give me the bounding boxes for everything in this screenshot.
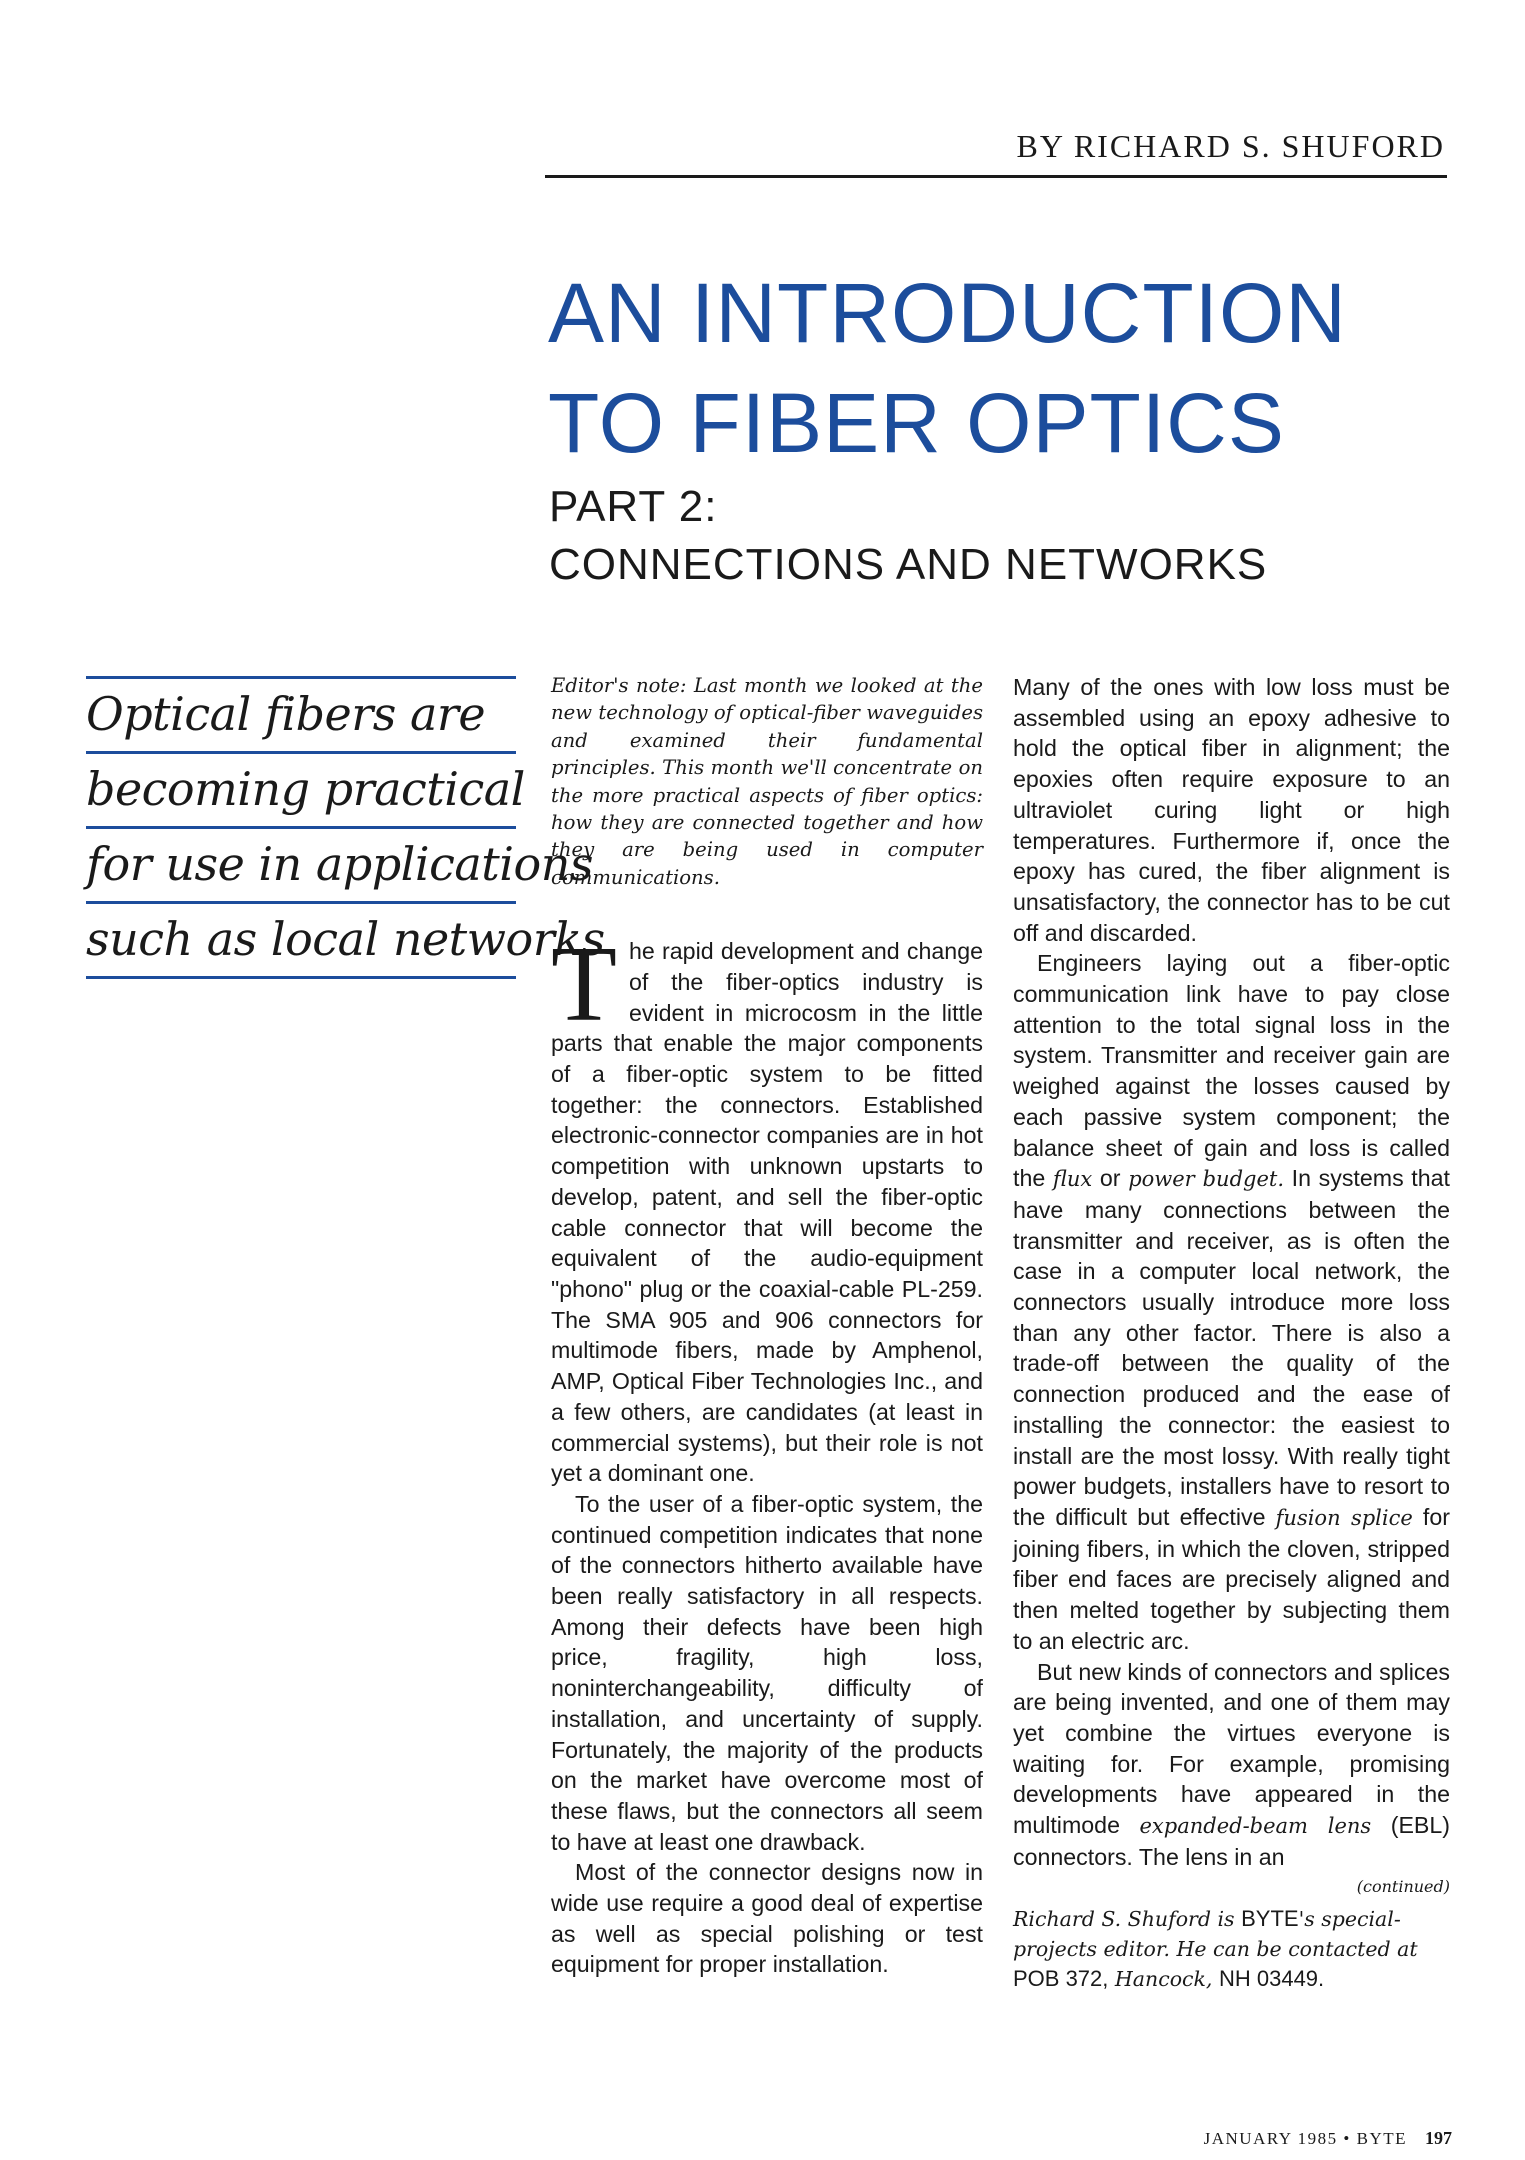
pull-quote-rule	[86, 976, 516, 979]
subtitle-line-2: CONNECTIONS AND NETWORKS	[549, 540, 1268, 589]
paragraph-text: Engineers laying out a fiber-optic communication link have to pay close attention to the total signal loss in the system. Transmitter and receiver gain are weighed against the losses caused by each passive system component; the balance sheet of gain and loss is called the	[1013, 950, 1450, 1192]
title-line-1: AN INTRODUCTION	[548, 266, 1347, 360]
term-fusion-splice: fusion splice	[1275, 1505, 1413, 1530]
term-flux: flux	[1052, 1167, 1093, 1192]
pull-quote-line: Optical fibers are	[86, 687, 486, 741]
bio-text: Richard S. Shuford is	[1013, 1907, 1242, 1932]
title-line-2: TO FIBER OPTICS	[548, 376, 1285, 470]
paragraph-text: But new kinds of connectors and splices are being invented, and one of them may yet combine the virtues everyone is waiting for. For example, promising developments have appeared in the multimode	[1013, 1658, 1450, 1839]
pull-quote-line: for use in applications	[86, 837, 593, 891]
body-paragraph-1	[551, 925, 983, 1489]
article-title	[548, 258, 1508, 478]
term-power-budget: power budget.	[1128, 1167, 1284, 1192]
subtitle-line-1: PART 2:	[549, 482, 718, 531]
paragraph-text: In systems that have many connections between the transmitter and receiver, as is often the case in a computer local network, the connectors usually introduce more loss than any other factor. There is also a trade-off between the quality of the connection produced and the ease of installing the connector: the easiest to install are the most lossy. With really tight power budgets, installers have to resort to the difficult but effective	[1013, 1165, 1450, 1530]
bio-byte: BYTE	[1241, 1906, 1299, 1932]
body-column-2	[1013, 672, 1450, 1994]
bio-text: Hancock,	[1108, 1967, 1219, 1992]
continued-label: (continued)	[1356, 1877, 1450, 1897]
body-column-1	[551, 672, 983, 1980]
paragraph-text: or	[1092, 1165, 1129, 1192]
body-paragraph-3: Most of the connector designs now in wide use require a good deal of expertise as well as special polishing or test equipment for proper installation.	[551, 1859, 983, 1978]
term-expanded-beam-lens: expanded-beam lens	[1139, 1814, 1372, 1839]
byline-rule	[545, 175, 1447, 178]
page-footer	[1000, 2128, 1452, 2149]
footer-issue: JANUARY 1985 • BYTE	[1203, 2129, 1407, 2148]
body-paragraph-2: To the user of a fiber-optic system, the continued competition indicates that none of the connectors hitherto available have been really satisfactory in all respects. Among their defects have been high price, fragility, high loss, noninterchangeability, difficulty of installation, and uncertainty of supply. Fortunately, the majority of the products on the market have overcome most of these flaws, but the connectors all seem to have at least one drawback.	[551, 1490, 983, 1855]
bio-pob: POB 372,	[1013, 1966, 1109, 1992]
body-paragraph-5	[1013, 948, 1450, 1656]
bio-text: 's special-projects editor. He can be contacted at	[1013, 1907, 1418, 1962]
byline: BY RICHARD S. SHUFORD	[1016, 128, 1445, 164]
paragraph-text: for joining fibers, in which the cloven, stripped fiber end faces are precisely aligned and then melted together by subjecting them to an electric arc.	[1013, 1503, 1450, 1654]
pull-quote	[86, 676, 605, 979]
author-bio	[1013, 1904, 1450, 1994]
body-paragraph-4: Many of the ones with low loss must be assembled using an epoxy adhesive to hold the optical fiber in alignment; the epoxies often require exposure to an ultraviolet curing light or high temperatures. Furthermore if, once the epoxy has cured, the fiber alignment is unsatisfactory, the connector has to be cut off and discarded.	[1013, 674, 1450, 946]
paragraph-text: (EBL) connectors. The lens in an	[1013, 1812, 1450, 1870]
article-subtitle	[549, 478, 1509, 594]
paragraph-text: he rapid development and change of the fiber-optics industry is evident in microcosm in the little parts that enable the major components of a fiber-optic system to be fitted together: the connectors. Established electronic-connector companies are in hot competition with unknown upstarts to develop, patent, and sell the fiber-optic cable connector that will become the equivalent of the audio-equipment "phono" plug or the coaxial-cable PL-259. The SMA 905 and 906 connectors for multimode fibers, made by Amphenol, AMP, Optical Fiber Technologies Inc., and a few others, are candidates (at least in commercial systems), but their role is not yet a dominant one.	[551, 938, 983, 1487]
pull-quote-line: such as local networks	[86, 912, 605, 966]
editors-note: Editor's note: Last month we looked at the new technology of optical-fiber waveguides and examined their fundamental principles. This month we'll concentrate on the more practical aspects of fiber optics: how they are connected together and how they are being used in computer communications.	[551, 674, 983, 889]
page-number: 197	[1425, 2128, 1452, 2148]
bio-zip: NH 03449.	[1218, 1966, 1325, 1992]
drop-cap: T	[551, 925, 617, 1045]
pull-quote-line: becoming practical	[86, 762, 525, 816]
body-paragraph-6	[1013, 1657, 1450, 1873]
